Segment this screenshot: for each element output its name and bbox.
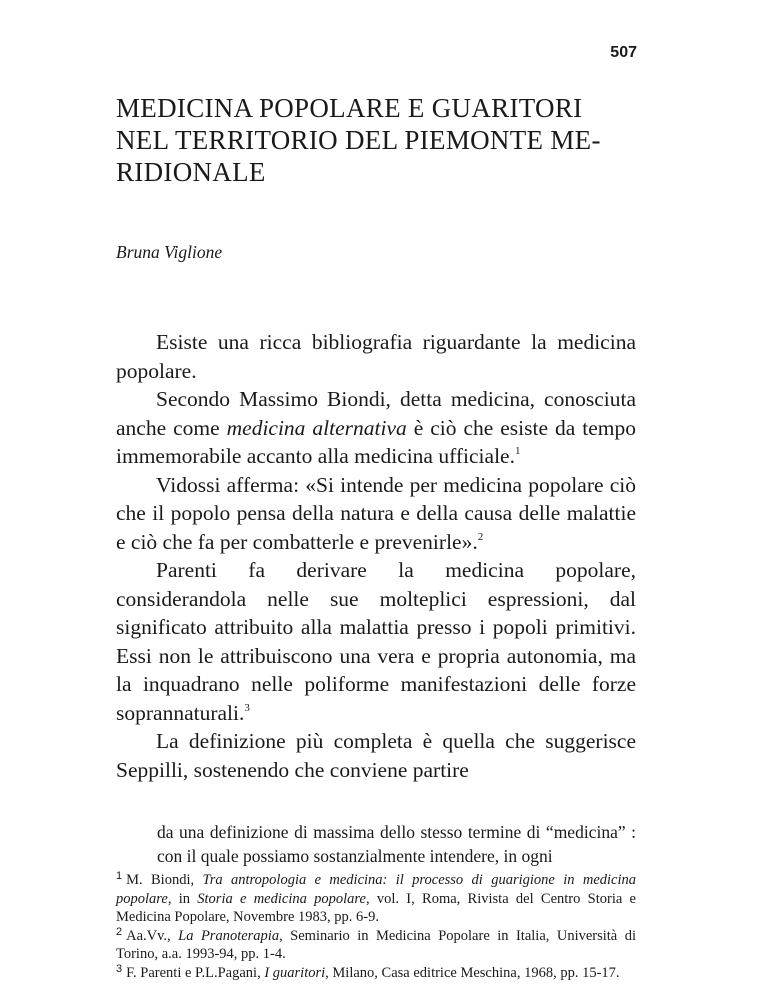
footnote-mark: 3 xyxy=(116,962,123,975)
emphasis: La Pranoterapia xyxy=(178,927,280,944)
title-line: MEDICINA POPOLARE E GUARITORI xyxy=(116,93,583,123)
footnote-ref[interactable]: 3 xyxy=(244,701,250,714)
footnote-text: F. Parenti e P.L.Pagani, xyxy=(126,964,265,981)
emphasis: Storia e medicina popolare xyxy=(197,890,366,907)
paragraph-text: Parenti fa derivare la medicina popolare, considerandola nelle sue molteplici espressioni, dal significato attribuito alla malattia presso i popoli primitivi. Essi non le attribuiscono una vera e propria autonomia, ma la inquadrano nelle poliforme manifestazioni delle forze soprannaturali. xyxy=(116,558,636,725)
footnote-mark: 2 xyxy=(116,925,123,938)
footnote-ref[interactable]: 1 xyxy=(514,445,521,457)
title-line: NEL TERRITORIO DEL PIEMONTE ME- xyxy=(116,125,601,155)
footnote-text: M. Biondi, xyxy=(126,872,203,888)
paragraph-text: Esiste una ricca bibliografia riguardante la medicina popolare. xyxy=(116,330,636,383)
paragraph xyxy=(116,471,636,557)
emphasis: I guaritori xyxy=(264,964,326,981)
paragraph xyxy=(116,556,636,727)
paragraph-text: La definizione più completa è quella che suggerisce Seppilli, sostenendo che conviene partire xyxy=(116,729,636,782)
emphasis: Tra antropologia e medicina: il processo di guarigione in medicina popolare xyxy=(116,872,636,907)
footnotes xyxy=(116,871,636,982)
paragraph-text: Secondo Massimo Biondi, detta medicina, conosciuta anche come xyxy=(116,387,636,440)
emphasis: medicina alternativa xyxy=(226,415,407,440)
footnote-ref[interactable]: 2 xyxy=(477,530,484,543)
footnote-text: , Milano, Casa editrice Meschina, 1968, pp. 15-17. xyxy=(325,964,620,981)
footnote xyxy=(116,871,636,927)
author-name: Bruna Viglione xyxy=(116,242,223,262)
footnote-text: , vol. I, Roma, Rivista del Centro Storia e Medicina Popolare, Novembre 1983, pp. 6-9. xyxy=(116,890,636,925)
footnote-text: Aa.Vv., xyxy=(126,927,179,944)
article-title xyxy=(116,92,656,188)
paragraph-text: Vidossi afferma: «Si intende per medicina popolare ciò che il popolo pensa della natura e della causa delle malattie e ciò che fa per combatterle e prevenirle». xyxy=(116,472,636,554)
footnote xyxy=(116,927,636,964)
footnote-text: , in xyxy=(167,890,198,907)
footnote-mark: 1 xyxy=(116,870,123,882)
paragraph xyxy=(116,328,636,385)
footnote-text: , Seminario in Medicina Popolare in Italia, Università di Torino, a.a. 1993-94, pp. 1-4. xyxy=(116,927,636,962)
paragraph xyxy=(116,385,636,471)
paragraph-text: è ciò che esiste da tempo immemorabile accanto alla medicina ufficiale. xyxy=(116,415,636,468)
page-number: 507 xyxy=(610,44,637,61)
footnote xyxy=(116,964,636,983)
body-text xyxy=(116,328,636,784)
paragraph xyxy=(116,727,636,784)
title-line: RIDIONALE xyxy=(116,157,266,187)
block-quote: da una definizione di massima dello stesso termine di “medicina” : con il quale possiamo sostanzialmente intendere, in ogni xyxy=(157,822,636,866)
